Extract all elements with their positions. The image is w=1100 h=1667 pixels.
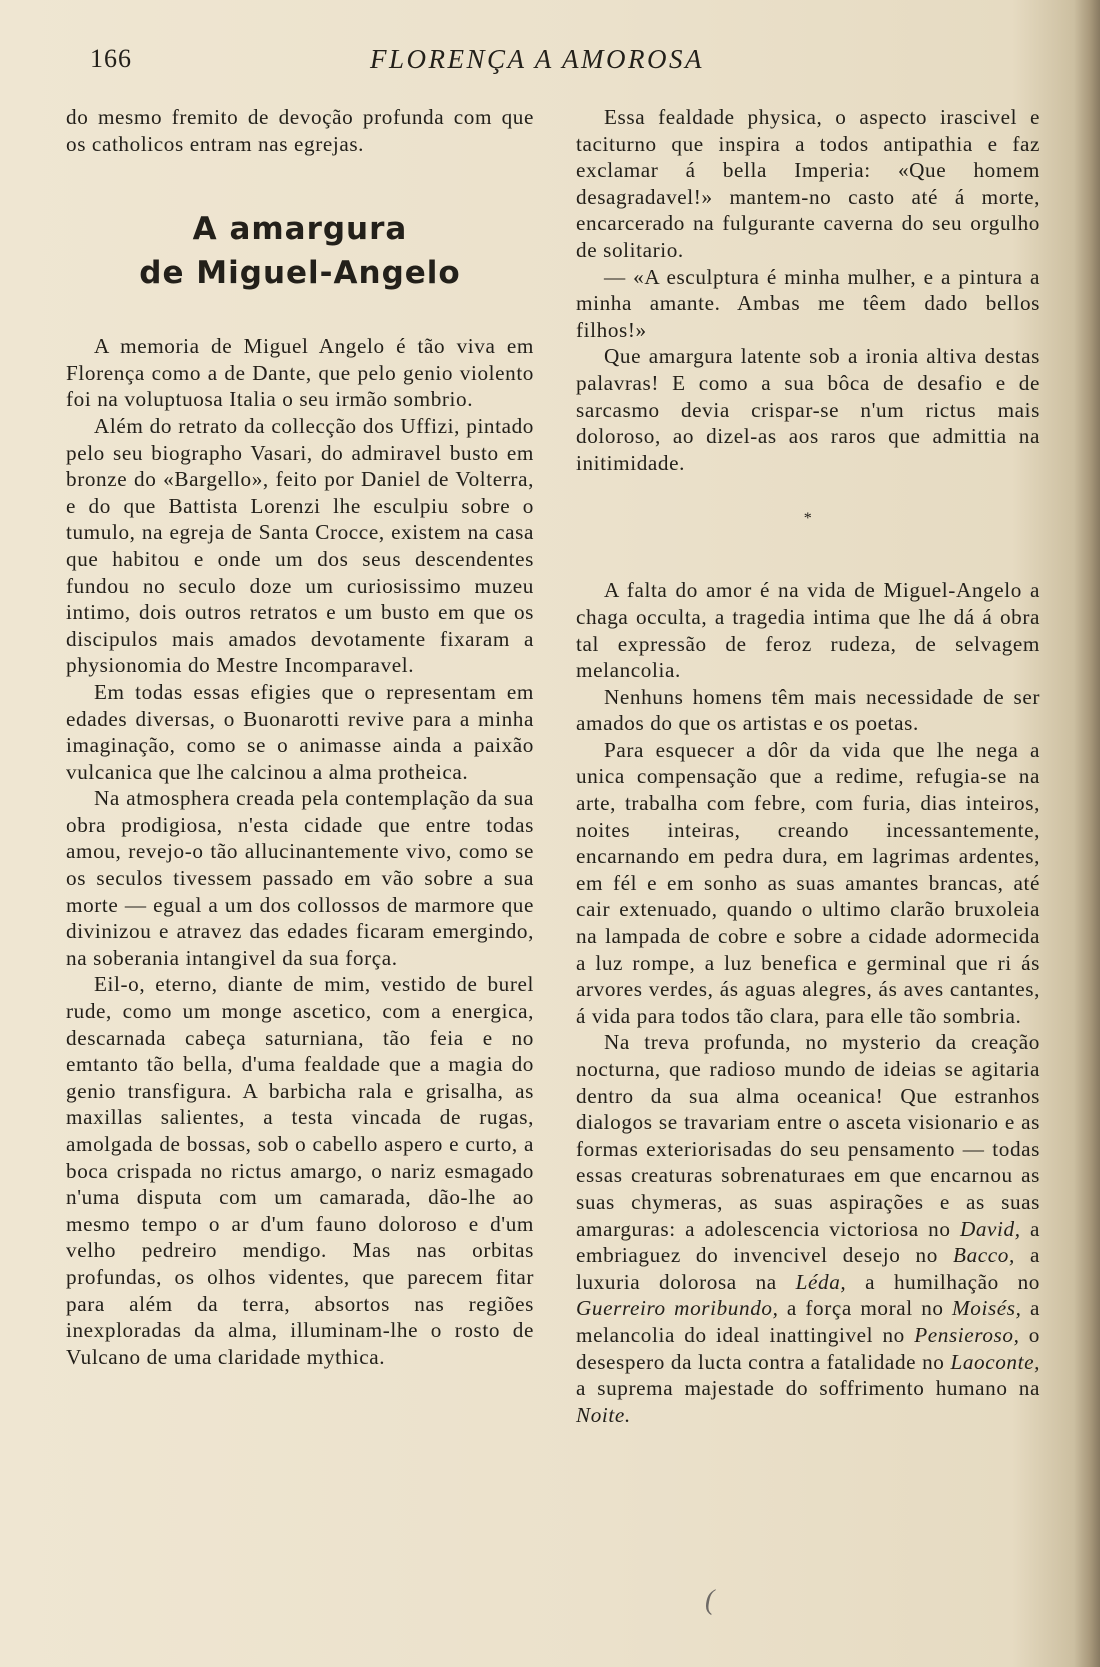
page-header	[90, 44, 1010, 84]
heading-line-2: de Miguel-Angelo	[139, 255, 461, 292]
text-run: a força moral no	[778, 1296, 953, 1321]
continuation-paragraph: do mesmo fremito de devoção profunda com que os catholicos entram nas egrejas.	[66, 105, 534, 156]
right-column	[576, 104, 1040, 1428]
right-paragraph: Que amargura latente sob a ironia altiva destas palavras! E como a sua bôca de desafio e de sarcasmo devia crispar-se n'um rictus mais doloroso, ao dizel-as aos raros que admittia na initimidade.	[576, 344, 1040, 475]
section-ornament: *	[803, 510, 813, 528]
right-paragraph: Nenhuns homens têm mais necessidade de ser amados do que os artistas e os poetas.	[576, 684, 1040, 736]
text-run: a melancolia do ideal inattingivel no	[576, 1296, 1041, 1347]
artwork-title: Laoconte,	[950, 1349, 1040, 1374]
artwork-title: Léda,	[795, 1269, 847, 1294]
left-paragraph: A memoria de Miguel Angelo é tão viva em Florença como a de Dante, que pelo genio violento foi na voluptuosa Italia o seu irmão sombrio.	[66, 334, 534, 412]
section-heading	[66, 207, 534, 295]
running-title: FLORENÇA A AMOROSA	[370, 44, 705, 74]
left-paragraph: Além do retrato da collecção dos Uffizi, pintado pelo seu biographo Vasari, do admiravel busto em bronze do «Bargello», feito por Daniel de Volterra, e do que Battista Lorenzi lhe esculpiu sobre o tumulo, na egreja de Santa Crocce, existem na casa que habitou e onde um dos seus descendentes fundou no seculo doze um curiosissimo muzeu intimo, dois outros retratos e um busto em que os discipulos mais amados devotamente fixaram a physionomia do Mestre Incomparavel.	[66, 413, 534, 678]
left-paragraph: Eil-o, eterno, diante de mim, vestido de burel rude, como um monge ascetico, com a energica, descarnada cabeça saturniana, tão feia e no emtanto tão bella, d'uma fealdade que a magia do genio transfigura. A barbicha rala e grisalha, as maxillas salientes, a testa vincada de rugas, amolgada de bossas, sob o cabello aspero e curto, a boca crispada no rictus amargo, o nariz esmagado n'uma disputa com um camarada, dão-lhe ao mesmo tempo o ar d'um fauno doloroso e d'um velho pedreiro mendigo. Mas nas orbitas profundas, os olhos videntes, que parecem fitar para além da terra, absortos nas regiões inexploradas da alma, illuminam-lhe o rosto de Vulcano de uma claridade mythica.	[66, 972, 534, 1369]
right-paragraph: Essa fealdade physica, o aspecto irascivel e taciturno que inspira a todos antipathia e faz exclamar á bella Imperia: «Que homem desagradavel!» mantem-no casto até á morte, encarcerado na fulgurante caverna do seu orgulho de solitario.	[576, 105, 1040, 262]
left-column	[66, 104, 534, 1370]
text-run: a suprema majestade do soffrimento humano na	[576, 1376, 1040, 1401]
right-paragraph: A falta do amor é na vida de Miguel-Angelo a chaga occulta, a tragedia intima que lhe dá á obra tal expressão de feroz rudeza, de selvagem melancolia.	[576, 578, 1040, 683]
final-paragraph	[576, 1029, 1040, 1428]
text-run: a humilhação no	[846, 1269, 1040, 1294]
right-paragraph: Para esquecer a dôr da vida que lhe nega a unica compensação que a redime, refugia-se na arte, trabalha com febre, com furia, dias inteiros, noites inteiras, creando incessantemente, encarnando em pedra dura, em lagrimas ardentes, em fél e em sonho as suas amantes brancas, até cair extenuado, quando o ultimo clarão bruxoleia na lampada de cobre e sobre a cidade adormecida a luz rompe, a luz benefica e germinal que ri ás arvores verdes, ás aguas alegres, ás aves cantantes, á vida para todos tão clara, para elle tão sombria.	[576, 737, 1040, 1028]
text-run: a luxuria dolorosa na	[576, 1243, 1040, 1294]
artwork-title: Noite.	[576, 1402, 631, 1427]
pencil-mark: (	[705, 1585, 715, 1616]
left-paragraph: Em todas essas efigies que o representam em edades diversas, o Buonarotti revive para a minha imaginação, como se o animasse ainda a paixão vulcanica que lhe calcinou a alma protheica.	[66, 679, 534, 784]
text-run: a embriaguez do invencivel desejo no	[576, 1216, 1040, 1268]
artwork-title: Pensieroso,	[914, 1322, 1020, 1347]
artwork-title: Guerreiro moribundo,	[576, 1296, 779, 1321]
artwork-title: Moisés,	[952, 1296, 1022, 1321]
artwork-title: Bacco,	[953, 1243, 1015, 1268]
page-number: 166	[90, 44, 132, 73]
left-paragraph: Na atmosphera creada pela contemplação da sua obra prodigiosa, n'esta cidade que entre todas amou, revejo-o tão allucinantemente vivo, como se os seculos tivessem passado em vão sobre a sua morte — egual a um dos collossos de marmore que divinizou e atravez das edades ficaram emergindo, na soberania intangivel da sua força.	[66, 786, 534, 970]
text-run: o desespero da lucta contra a fatalidade no	[576, 1322, 1040, 1374]
text-run: Na treva profunda, no mysterio da creação nocturna, que radioso mundo de ideias se agitaria dentro da sua alma oceanica! Que estranhos dialogos se travariam entre o asceta visionario e as formas exteriorisadas do seu pensamento — todas essas creaturas sobrenaturaes em que encarnou as suas chymeras, as suas aspirações e as suas amarguras: a adolescencia victoriosa no	[576, 1030, 1040, 1241]
artwork-title: David,	[959, 1216, 1021, 1241]
page-edge-shadow	[1074, 0, 1100, 1667]
heading-line-1: A amargura	[192, 211, 408, 248]
right-paragraph: — «A esculptura é minha mulher, e a pintura a minha amante. Ambas me têem dado bellos filhos!»	[576, 264, 1040, 342]
